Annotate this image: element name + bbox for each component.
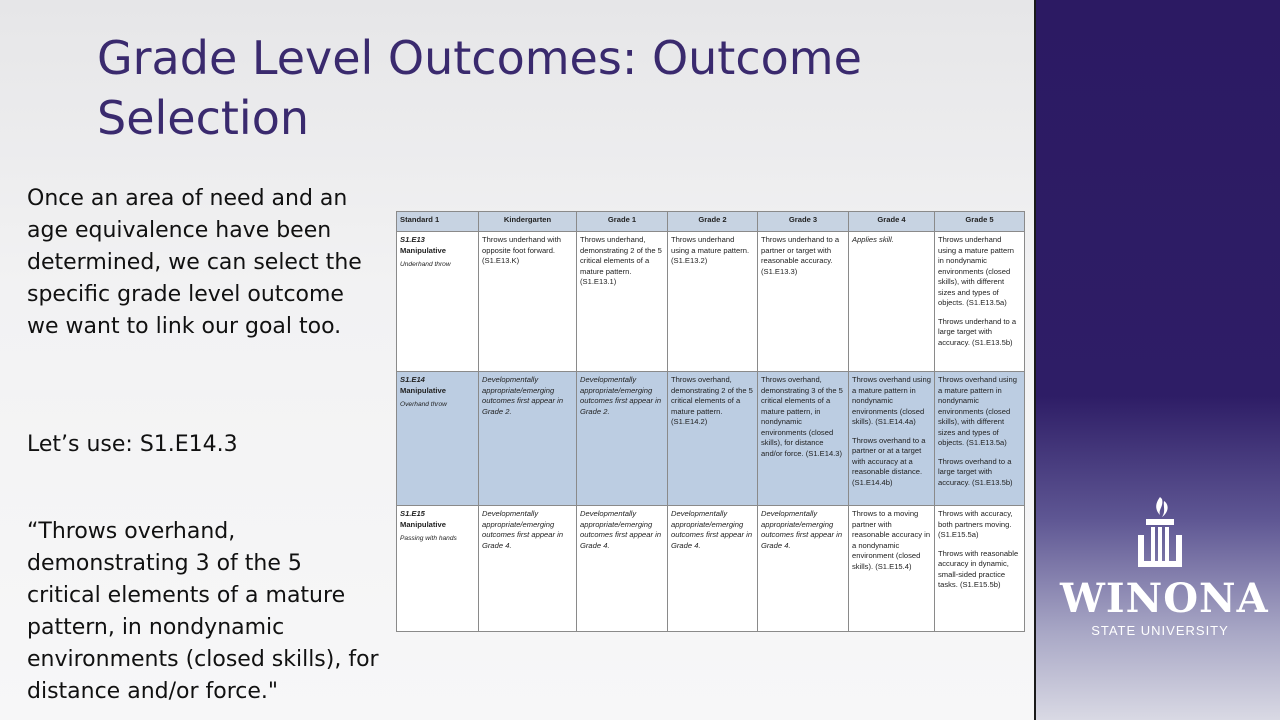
outcome-text: Throws overhand using a mature pattern in nondynamic environments (closed skills), with different sizes and types of objects. (S1.E13.5a)	[938, 375, 1017, 447]
body-paragraph-intro: Once an area of need and an age equivalence have been determined, we can select the specific grade level outcome we want to link our goal too.	[27, 186, 362, 339]
outcome-cell	[849, 506, 935, 632]
outcome-cell	[668, 372, 758, 506]
standard-code: S1.E15	[400, 509, 425, 518]
outcome-cell	[849, 232, 935, 372]
outcome-cell	[577, 506, 668, 632]
outcome-text: Throws overhand, demonstrating 2 of the 5 critical elements of a mature pattern. (S1.E14.2)	[671, 375, 753, 426]
outcome-cell	[935, 232, 1025, 372]
header-standard: Standard 1	[397, 212, 479, 232]
torch-icon	[1130, 495, 1190, 575]
standard-skill: Overhand throw	[400, 401, 447, 408]
standard-name: Manipulative	[400, 519, 446, 529]
standard-cell	[397, 506, 479, 632]
outcome-text: Throws with accuracy, both partners moving. (S1.E15.5a)	[938, 509, 1013, 539]
header-grade-2: Grade 2	[668, 212, 758, 232]
outcome-cell	[479, 232, 577, 372]
standard-name: Manipulative	[400, 245, 446, 255]
winona-state-logo	[1060, 495, 1269, 638]
grade-level-outcomes-table	[396, 211, 1025, 632]
outcome-text: Developmentally appropriate/emerging outcomes first appear in Grade 2.	[482, 375, 564, 416]
outcome-text: Throws overhand using a mature pattern in nondynamic environments (closed skills). (S1.E14.4a)	[852, 375, 931, 426]
body-paragraph-selection: Let’s use: S1.E14.3	[27, 432, 238, 457]
outcome-text: Throws overhand, demonstrating 3 of the 5 critical elements of a mature pattern, in nondynamic environments (closed skills), for distance and/or force. (S1.E14.3)	[761, 375, 843, 458]
outcome-cell	[849, 372, 935, 506]
outcome-text: Throws underhand, demonstrating 2 of the 5 critical elements of a mature pattern. (S1.E13.1)	[580, 235, 662, 286]
header-grade-1: Grade 1	[577, 212, 668, 232]
logo-subtitle: STATE UNIVERSITY	[1091, 623, 1229, 638]
table-row	[397, 506, 1025, 632]
outcome-cell	[577, 232, 668, 372]
outcome-text: Throws overhand to a large target with accuracy. (S1.E13.5b)	[938, 456, 1013, 487]
outcome-cell	[668, 506, 758, 632]
outcome-text: Developmentally appropriate/emerging outcomes first appear in Grade 4.	[761, 509, 843, 550]
standard-skill: Passing with hands	[400, 535, 457, 542]
standard-skill: Underhand throw	[400, 261, 451, 268]
outcome-text: Developmentally appropriate/emerging outcomes first appear in Grade 4.	[671, 509, 753, 550]
outcome-cell	[577, 372, 668, 506]
slide-title: Grade Level Outcomes: Outcome Selection	[97, 31, 862, 145]
outcome-cell	[935, 372, 1025, 506]
header-grade-3: Grade 3	[758, 212, 849, 232]
outcome-text: Developmentally appropriate/emerging outcomes first appear in Grade 2.	[580, 375, 662, 416]
outcome-cell	[668, 232, 758, 372]
standard-cell	[397, 372, 479, 506]
table-row	[397, 372, 1025, 506]
header-kindergarten: Kindergarten	[479, 212, 577, 232]
body-paragraph-quote: “Throws overhand, demonstrating 3 of the 5 critical elements of a mature pattern, in nondynamic environments (closed skills), for distance and/or force."	[27, 519, 379, 704]
outcome-cell	[758, 232, 849, 372]
outcome-cell	[479, 372, 577, 506]
table-row	[397, 232, 1025, 372]
standard-name: Manipulative	[400, 385, 446, 395]
outcome-cell	[935, 506, 1025, 632]
outcome-text: Developmentally appropriate/emerging outcomes first appear in Grade 4.	[482, 509, 564, 550]
outcome-cell	[758, 372, 849, 506]
outcome-cell	[758, 506, 849, 632]
outcome-cell	[479, 506, 577, 632]
outcome-text: Throws to a moving partner with reasonable accuracy in a nondynamic environment (closed skills). (S1.E15.4)	[852, 509, 931, 571]
header-grade-5: Grade 5	[935, 212, 1025, 232]
standard-code: S1.E13	[400, 235, 425, 244]
standard-code: S1.E14	[400, 375, 425, 384]
outcome-text: Throws overhand to a partner or at a target with accuracy at a reasonable distance. (S1.E14.4b)	[852, 435, 926, 487]
outcome-text: Throws underhand with opposite foot forward. (S1.E13.K)	[482, 235, 561, 265]
standard-cell	[397, 232, 479, 372]
outcome-text: Applies skill.	[852, 235, 894, 244]
outcome-text: Throws with reasonable accuracy in dynamic, small-sided practice tasks. (S1.E15.5b)	[938, 548, 1019, 589]
table-header-row	[397, 212, 1025, 232]
outcome-text: Throws underhand using a mature pattern in nondynamic environments (closed skills), with different sizes and types of objects. (S1.E13.5a)	[938, 235, 1014, 307]
outcome-text: Developmentally appropriate/emerging outcomes first appear in Grade 4.	[580, 509, 662, 550]
logo-wordmark: WINONA	[1060, 575, 1269, 622]
outcome-text: Throws underhand to a partner or target with reasonable accuracy. (S1.E13.3)	[761, 235, 840, 276]
outcome-text: Throws underhand to a large target with accuracy. (S1.E13.5b)	[938, 316, 1017, 347]
header-grade-4: Grade 4	[849, 212, 935, 232]
outcome-text: Throws underhand using a mature pattern. (S1.E13.2)	[671, 235, 750, 265]
